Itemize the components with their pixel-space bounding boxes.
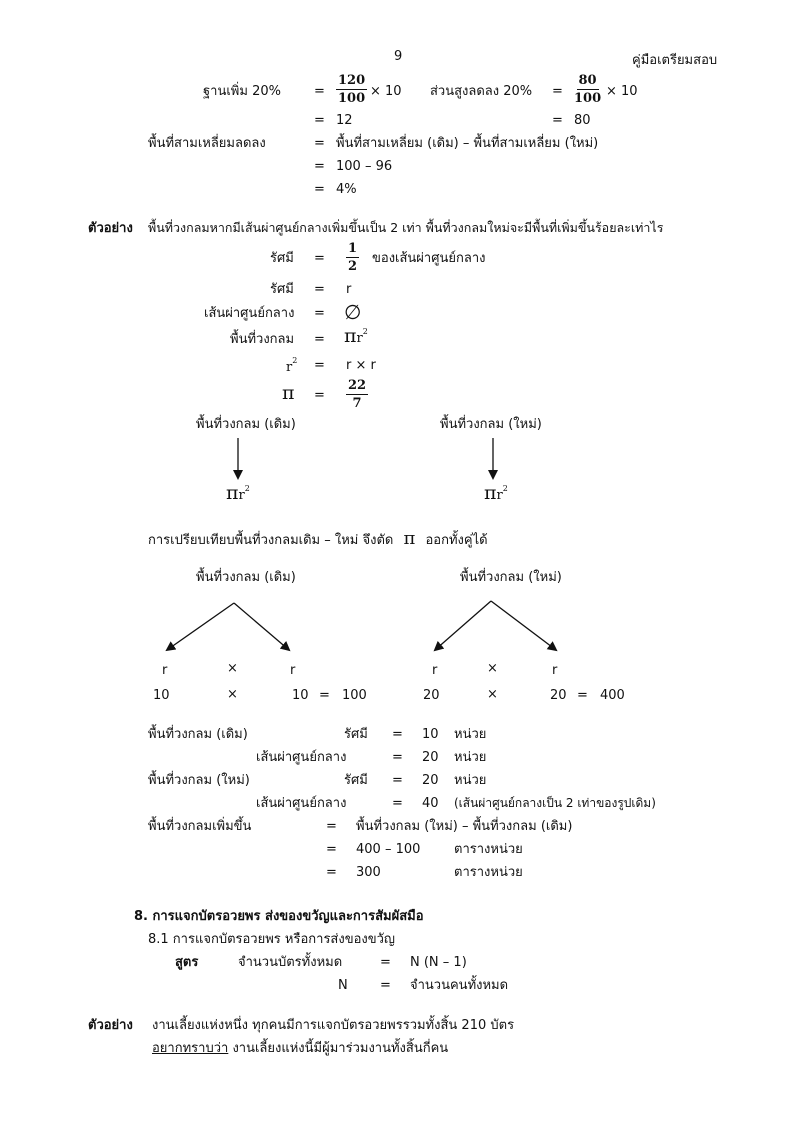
equals-sign: = bbox=[314, 159, 325, 174]
height-decrease-label: ส่วนสูงลดลง 20% bbox=[430, 84, 533, 99]
r-symbol: r bbox=[286, 360, 293, 375]
equals-sign: = bbox=[326, 865, 337, 880]
pi-symbol: π bbox=[226, 482, 239, 504]
tree-value: 10 bbox=[292, 688, 309, 703]
equals-sign: = bbox=[392, 773, 403, 788]
equals-sign: = bbox=[314, 84, 325, 99]
equals-sign: = bbox=[314, 113, 325, 128]
pi-symbol: π bbox=[403, 528, 416, 549]
equals-sign: = bbox=[392, 796, 403, 811]
fraction-denominator: 2 bbox=[348, 259, 358, 274]
times-sign: × bbox=[487, 661, 498, 676]
fraction-denominator: 7 bbox=[352, 396, 362, 411]
result-value: 12 bbox=[336, 113, 353, 128]
area-result: 4% bbox=[336, 182, 357, 197]
triangle-area-decrease-label: พื้นที่สามเหลี่ยมลดลง bbox=[148, 136, 266, 151]
equals-sign: = bbox=[552, 84, 563, 99]
section-8-title: 8. การแจกบัตรอวยพร ส่งของขวัญและการสัมผัสมือ bbox=[134, 909, 424, 924]
equals-sign: = bbox=[326, 819, 337, 834]
equals-sign: = bbox=[314, 251, 325, 266]
diameter-label: เส้นผ่าศูนย์กลาง bbox=[256, 750, 347, 765]
tree-r: r bbox=[432, 663, 438, 678]
equals-sign: = bbox=[314, 332, 325, 347]
new-area-label: พื้นที่วงกลม (ใหม่) bbox=[440, 417, 542, 432]
equals-sign: = bbox=[552, 113, 563, 128]
diagonal-arrow bbox=[167, 603, 234, 650]
tree-result: 400 bbox=[600, 688, 625, 703]
n-definition: จำนวนคนทั้งหมด bbox=[410, 978, 509, 993]
r-times-r: r × r bbox=[346, 358, 376, 373]
square-unit-label: ตารางหน่วย bbox=[454, 842, 523, 857]
example-question: พื้นที่วงกลมหากมีเส้นผ่าศูนย์กลางเพิ่มขึ้นเป็น 2 เท่า พื้นที่วงกลมใหม่จะมีพื้นที่เพิ่มขึ้นร้อยละเท่าไร bbox=[148, 220, 664, 235]
old-radius-value: 10 bbox=[422, 727, 439, 742]
times-sign: × bbox=[487, 687, 498, 702]
area-subtraction: 100 – 96 bbox=[336, 159, 393, 174]
unit-label: หน่วย bbox=[454, 773, 487, 788]
r-symbol: r bbox=[356, 331, 363, 346]
section-8-1-title: 8.1 การแจกบัตรอวยพร หรือการส่งของขวัญ bbox=[148, 932, 396, 947]
fraction-numerator: 1 bbox=[348, 241, 358, 256]
tree-value: 20 bbox=[550, 688, 567, 703]
times-sign: × bbox=[227, 687, 238, 702]
unit-label: หน่วย bbox=[454, 727, 487, 742]
exponent: 2 bbox=[502, 484, 508, 493]
radius-symbol: r bbox=[346, 282, 352, 297]
new-area-label: พื้นที่วงกลม (ใหม่) bbox=[460, 570, 562, 585]
old-area-label: พื้นที่วงกลม (เดิม) bbox=[196, 417, 296, 432]
result-value: 80 bbox=[574, 113, 591, 128]
fraction-denominator: 100 bbox=[574, 91, 602, 106]
card-formula: N (N – 1) bbox=[410, 955, 467, 970]
new-diameter-value: 40 bbox=[422, 796, 439, 811]
equals-sign: = bbox=[314, 388, 325, 403]
equals-sign: = bbox=[392, 750, 403, 765]
times-sign: × bbox=[227, 661, 238, 676]
increase-subtraction: 400 – 100 bbox=[356, 842, 421, 857]
new-radius-value: 20 bbox=[422, 773, 439, 788]
equals-sign: = bbox=[314, 358, 325, 373]
example-label: ตัวอย่าง bbox=[88, 221, 133, 236]
tree-r: r bbox=[552, 663, 558, 678]
total-cards-label: จำนวนบัตรทั้งหมด bbox=[238, 955, 343, 970]
diagonal-arrow bbox=[234, 603, 289, 650]
fraction-numerator: 120 bbox=[338, 73, 366, 88]
area-increase-label: พื้นที่วงกลมเพิ่มขึ้น bbox=[148, 819, 252, 834]
equals-sign: = bbox=[577, 688, 588, 703]
base-increase-label: ฐานเพิ่ม 20% bbox=[203, 84, 281, 99]
equals-sign: = bbox=[314, 282, 325, 297]
question-lead: อยากทราบว่า bbox=[152, 1041, 229, 1056]
equals-sign: = bbox=[392, 727, 403, 742]
increase-formula: พื้นที่วงกลม (ใหม่) – พื้นที่วงกลม (เดิม) bbox=[356, 819, 573, 834]
old-area-label: พื้นที่วงกลม (เดิม) bbox=[196, 570, 296, 585]
tree-r: r bbox=[290, 663, 296, 678]
radius-label: รัศมี bbox=[270, 282, 294, 297]
new-area-summary-label: พื้นที่วงกลม (ใหม่) bbox=[148, 773, 250, 788]
fraction-numerator: 80 bbox=[578, 73, 597, 88]
equals-sign: = bbox=[380, 955, 391, 970]
pi-symbol: π bbox=[282, 382, 295, 404]
pi-symbol: π bbox=[344, 325, 357, 347]
unit-label: หน่วย bbox=[454, 750, 487, 765]
diagonal-arrow bbox=[435, 601, 491, 650]
tree-value: 20 bbox=[423, 688, 440, 703]
equals-sign: = bbox=[326, 842, 337, 857]
r-symbol: r bbox=[238, 488, 245, 503]
pi-symbol: π bbox=[484, 482, 497, 504]
tree-result: 100 bbox=[342, 688, 367, 703]
example-2-line-2 bbox=[152, 1042, 448, 1055]
radius-label: รัศมี bbox=[344, 773, 368, 788]
formula-label: สูตร bbox=[175, 955, 199, 970]
example-label: ตัวอย่าง bbox=[88, 1018, 133, 1033]
times-ten: × 10 bbox=[606, 84, 638, 99]
fraction-numerator: 22 bbox=[348, 378, 367, 393]
radius-label: รัศมี bbox=[270, 251, 294, 266]
diameter-symbol: ∅ bbox=[344, 300, 362, 324]
equals-sign: = bbox=[314, 136, 325, 151]
exponent: 2 bbox=[362, 327, 368, 336]
fraction-denominator: 100 bbox=[338, 91, 366, 106]
times-ten: × 10 bbox=[370, 84, 402, 99]
page-number: 9 bbox=[394, 49, 403, 64]
exponent: 2 bbox=[292, 356, 298, 365]
equals-sign: = bbox=[314, 306, 325, 321]
exponent: 2 bbox=[244, 484, 250, 493]
old-area-summary-label: พื้นที่วงกลม (เดิม) bbox=[148, 727, 248, 742]
circle-area-label: พื้นที่วงกลม bbox=[230, 332, 295, 347]
question-text: งานเลี้ยงแห่งนี้มีผู้มาร่วมงานทั้งสิ้นกี่คน bbox=[228, 1041, 449, 1056]
equals-sign: = bbox=[319, 688, 330, 703]
of-diameter-text: ของเส้นผ่าศูนย์กลาง bbox=[372, 251, 486, 266]
example-2-line-1: งานเลี้ยงแห่งหนึ่ง ทุกคนมีการแจกบัตรอวยพรรวมทั้งสิ้น 210 บัตร bbox=[152, 1018, 515, 1033]
book-title: คู่มือเตรียมสอบ bbox=[632, 53, 718, 68]
diagonal-arrow bbox=[491, 601, 556, 650]
comparison-tail: ออกทั้งคู่ได้ bbox=[425, 533, 488, 548]
diameter-label: เส้นผ่าศูนย์กลาง bbox=[256, 796, 347, 811]
comparison-lead: การเปรียบเทียบพื้นที่วงกลมเดิม – ใหม่ จึงตัด bbox=[148, 533, 394, 548]
area-formula: พื้นที่สามเหลี่ยม (เดิม) – พื้นที่สามเหลี่ยม (ใหม่) bbox=[336, 136, 599, 151]
old-diameter-value: 20 bbox=[422, 750, 439, 765]
increase-result: 300 bbox=[356, 865, 381, 880]
n-symbol: N bbox=[338, 978, 348, 993]
diameter-note: (เส้นผ่าศูนย์กลางเป็น 2 เท่าของรูปเดิม) bbox=[454, 796, 656, 810]
tree-value: 10 bbox=[153, 688, 170, 703]
square-unit-label: ตารางหน่วย bbox=[454, 865, 523, 880]
tree-r: r bbox=[162, 663, 168, 678]
equals-sign: = bbox=[314, 182, 325, 197]
diameter-label: เส้นผ่าศูนย์กลาง bbox=[204, 306, 295, 321]
radius-label: รัศมี bbox=[344, 727, 368, 742]
r-symbol: r bbox=[496, 488, 503, 503]
equals-sign: = bbox=[380, 978, 391, 993]
